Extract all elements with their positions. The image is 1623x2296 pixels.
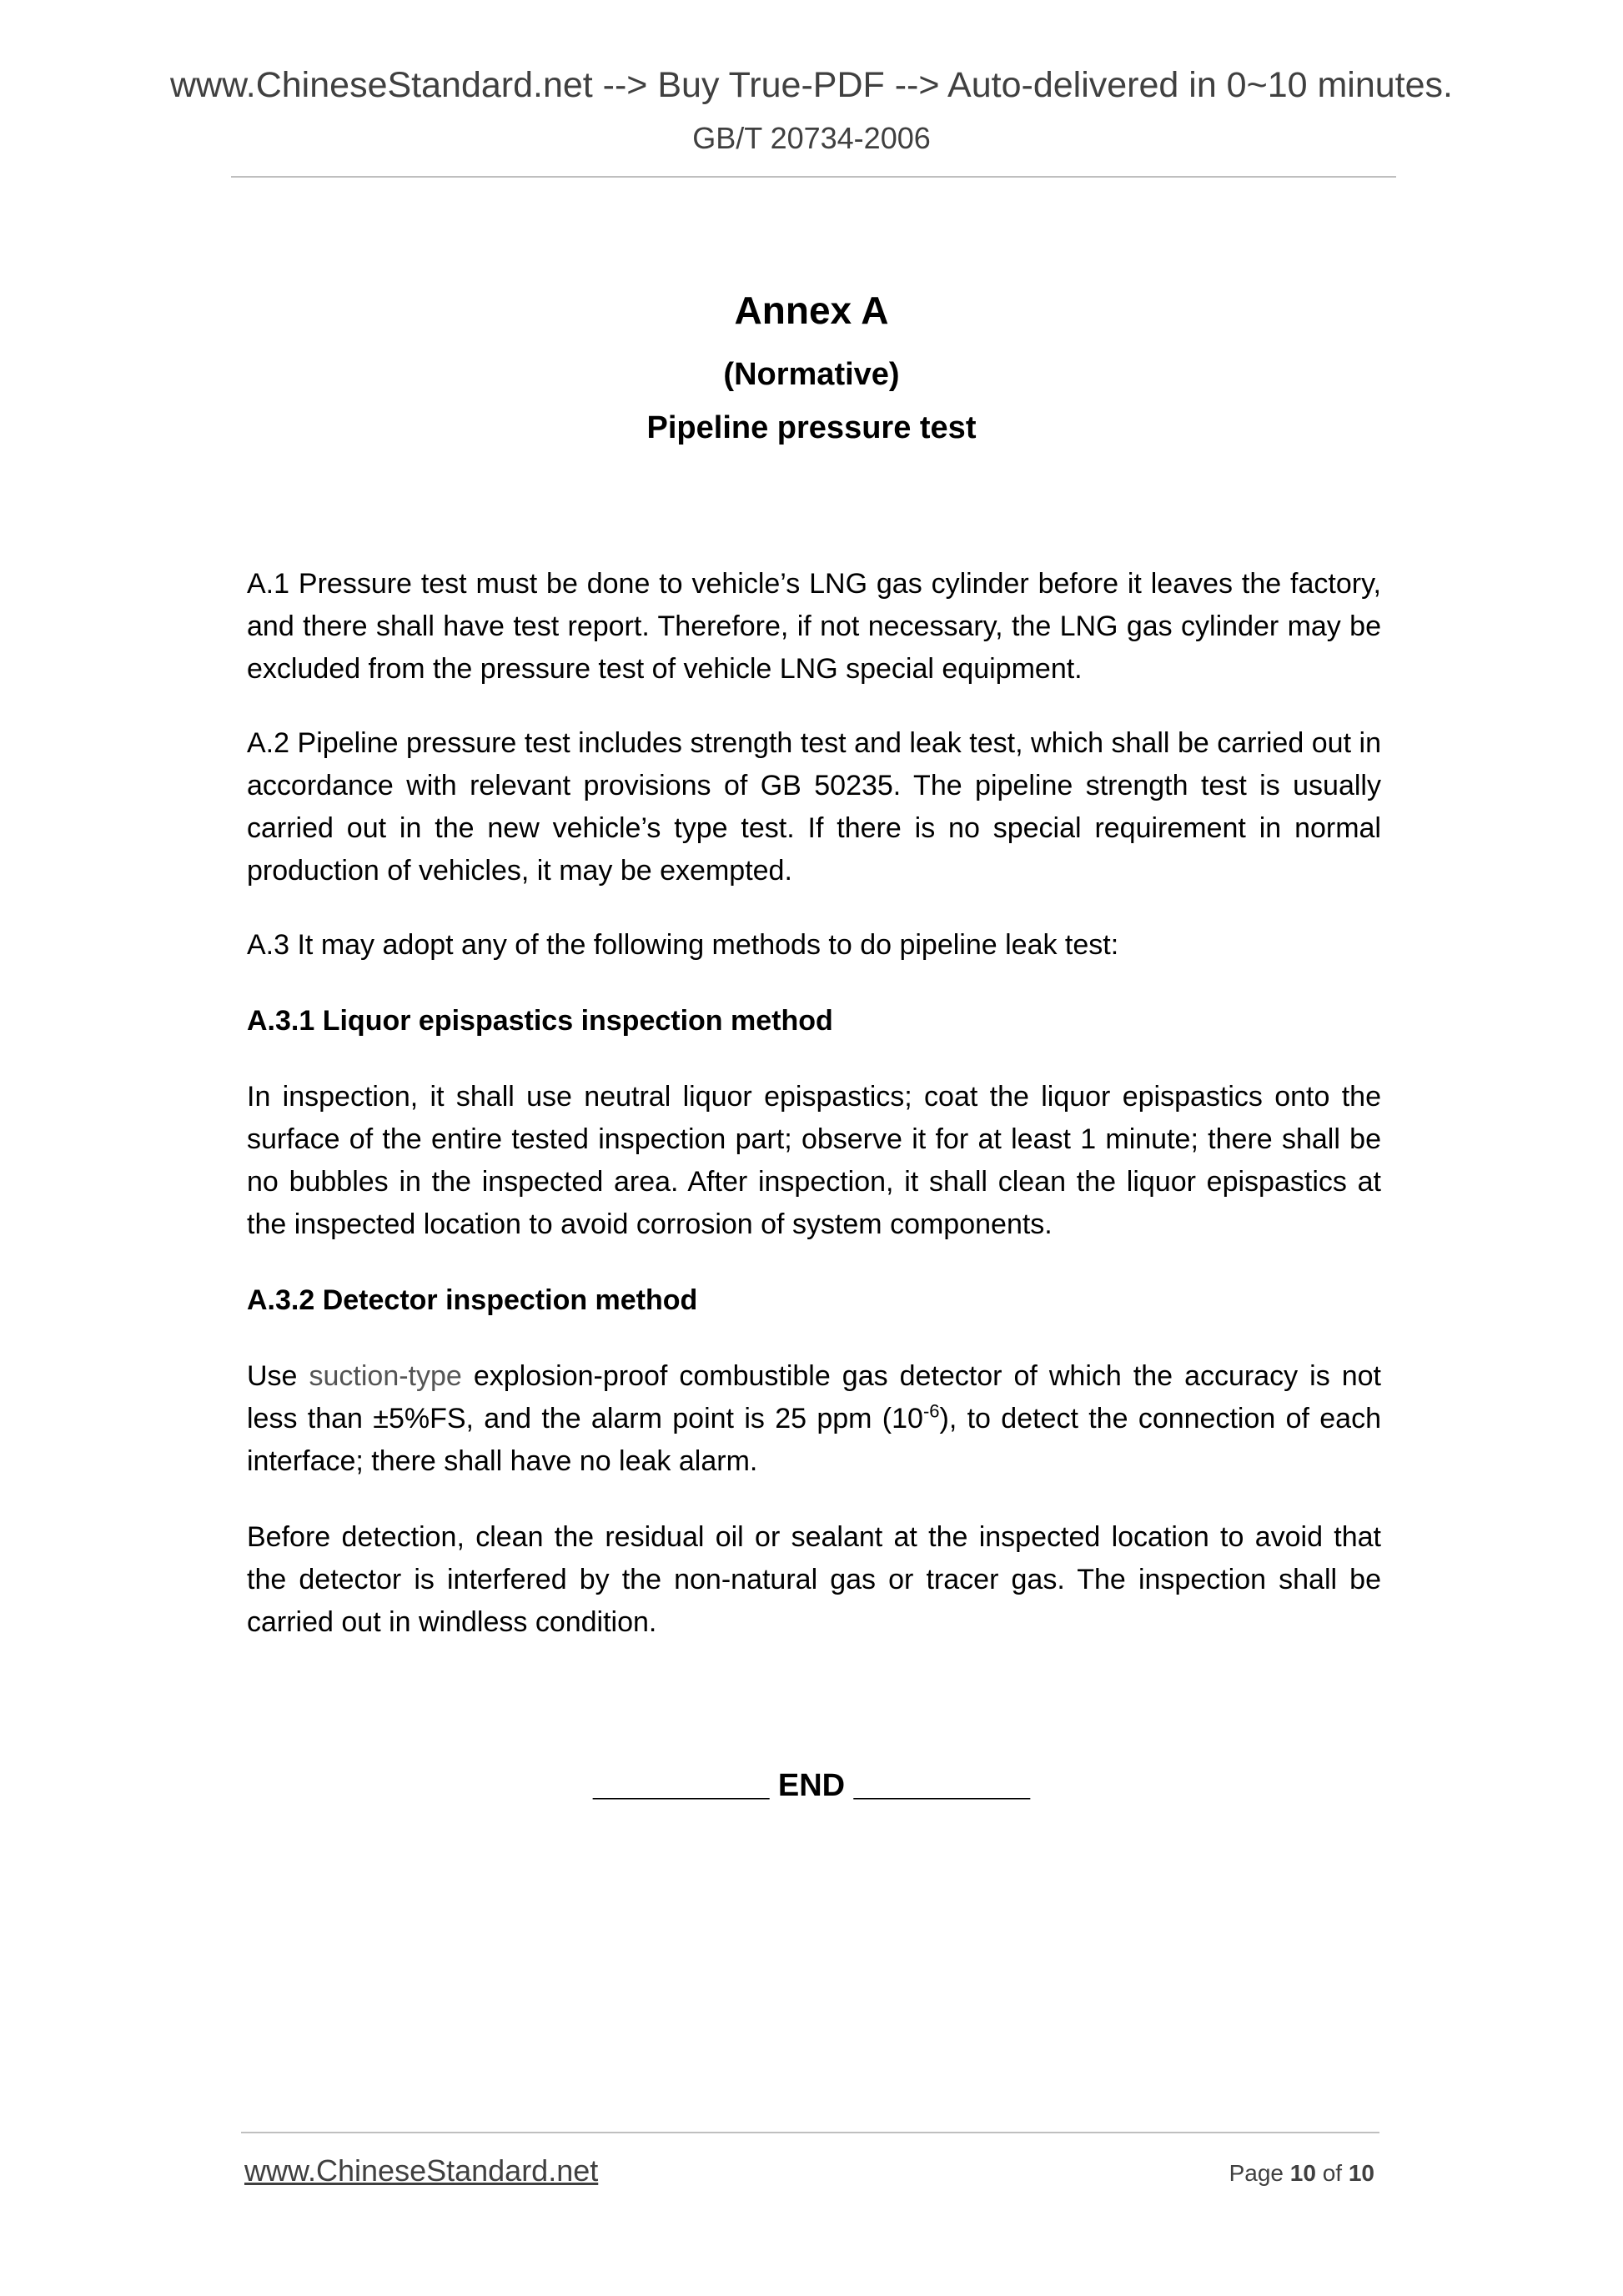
- heading-a32: A.3.2 Detector inspection method: [247, 1284, 698, 1316]
- section-a3: [247, 924, 1381, 967]
- page-total: 10: [1348, 2160, 1374, 2186]
- end-marker: __________ END __________: [592, 1768, 1031, 1803]
- section-a31-body: [247, 1076, 1381, 1246]
- a32-text-2: explosion-proof combustible gas detector of which the accuracy is not less than ±5%FS, and the alarm point is 25 ppm (10: [247, 1360, 1382, 1434]
- annex-title: Annex A: [734, 289, 889, 332]
- annex-name: Pipeline pressure test: [646, 410, 977, 445]
- section-a32-body-b: [247, 1516, 1381, 1644]
- section-a31-heading: [247, 1000, 1381, 1042]
- page-label: Page: [1229, 2160, 1284, 2186]
- paragraph-a32-b: Before detection, clean the residual oil or sealant at the inspected location to avoid that the detector is interfered by the non-natural gas or tracer gas. The inspection shall be carried out in windless condition.: [247, 1521, 1381, 1638]
- paragraph-a32: [247, 1355, 1381, 1483]
- paragraph-a2: A.2 Pipeline pressure test includes strength test and leak test, which shall be carried out in accordance with relevant provisions of GB 50235. The pipeline strength test is usually carried out in the new vehicle’s type test. If there is no special requirement in normal production of vehicles, it may be exempted.: [247, 727, 1381, 887]
- footer-divider: [241, 2132, 1379, 2133]
- a32-highlight: suction-type: [309, 1360, 462, 1392]
- annex-type: (Normative): [723, 357, 900, 392]
- heading-a31: A.3.1 Liquor epispastics inspection method: [247, 1005, 833, 1037]
- a32-text-3: ), to detect the connection of each interface; there shall have no leak alarm.: [247, 1403, 1381, 1477]
- section-a2: [247, 722, 1381, 892]
- paragraph-a1: A.1 Pressure test must be done to vehicle’s LNG gas cylinder before it leaves the factory, and there shall have test report. Therefore, if not necessary, the LNG gas cylinder may be excluded from the pressure test of vehicle LNG special equipment.: [247, 568, 1381, 685]
- header-banner: www.ChineseStandard.net --> Buy True-PDF --> Auto-delivered in 0~10 minutes.: [169, 65, 1453, 105]
- section-a32-body: [247, 1355, 1381, 1483]
- section-a1: [247, 563, 1381, 691]
- footer-link[interactable]: www.ChineseStandard.net: [244, 2153, 599, 2188]
- a32-superscript: -6: [922, 1400, 940, 1422]
- section-a32-heading: [247, 1279, 1381, 1322]
- header-divider: [231, 176, 1396, 178]
- page-current: 10: [1289, 2160, 1316, 2186]
- paragraph-a3: A.3 It may adopt any of the following methods to do pipeline leak test:: [247, 929, 1119, 961]
- page-number: [1229, 2160, 1374, 2187]
- page-of: of: [1322, 2160, 1343, 2186]
- a32-text-1: Use: [247, 1360, 298, 1392]
- standard-code: GB/T 20734-2006: [692, 121, 931, 155]
- paragraph-a31: In inspection, it shall use neutral liquor epispastics; coat the liquor epispastics onto the surface of the entire tested inspection part; observe it for at least 1 minute; there shall be no bubbles in the inspected area. After inspection, it shall clean the liquor epispastics at the inspected location to avoid corrosion of system components.: [247, 1081, 1381, 1240]
